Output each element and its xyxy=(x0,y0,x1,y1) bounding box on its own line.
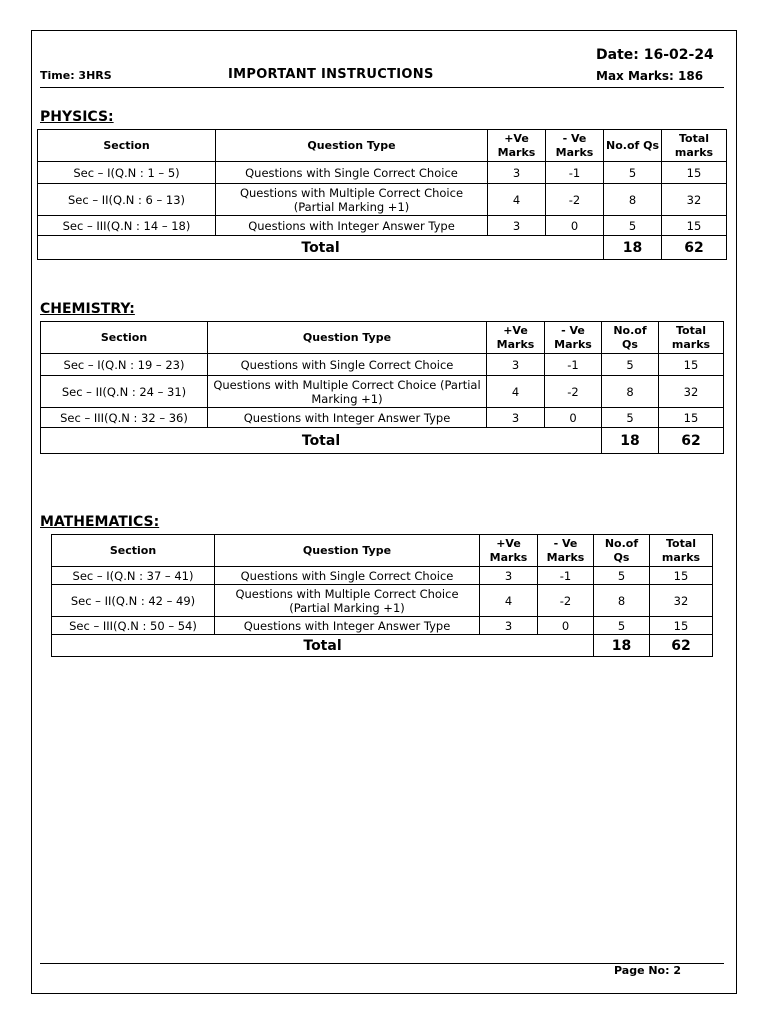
cell-positive-marks: 3 xyxy=(480,567,538,585)
page-title: IMPORTANT INSTRUCTIONS xyxy=(228,67,434,82)
table-header-row xyxy=(38,130,727,162)
total-marks: 62 xyxy=(659,428,724,454)
table-row xyxy=(52,617,713,635)
marks-table-mathematics xyxy=(51,534,713,657)
cell-num-questions: 8 xyxy=(594,585,650,617)
exam-time: Time: 3HRS xyxy=(40,69,112,82)
exam-date: Date: 16-02-24 xyxy=(596,47,714,63)
cell-negative-marks: -1 xyxy=(538,567,594,585)
cell-section: Sec – I(Q.N : 37 – 41) xyxy=(52,567,215,585)
cell-question-type: Questions with Integer Answer Type xyxy=(215,617,480,635)
subject-heading-physics: PHYSICS: xyxy=(40,109,114,125)
total-label: Total xyxy=(52,635,594,657)
table-row xyxy=(38,184,727,216)
cell-num-questions: 5 xyxy=(594,617,650,635)
cell-question-type: Questions with Single Correct Choice xyxy=(215,567,480,585)
cell-question-type: Questions with Multiple Correct Choice (Partial Marking +1) xyxy=(208,376,487,408)
header-positive-marks: +Ve Marks xyxy=(488,130,546,162)
cell-total-marks: 15 xyxy=(659,408,724,428)
cell-positive-marks: 3 xyxy=(487,354,545,376)
subject-heading-chemistry: CHEMISTRY: xyxy=(40,301,135,317)
cell-section: Sec – II(Q.N : 6 – 13) xyxy=(38,184,216,216)
total-questions: 18 xyxy=(602,428,659,454)
cell-num-questions: 8 xyxy=(602,376,659,408)
page-number: Page No: 2 xyxy=(614,964,681,977)
cell-num-questions: 5 xyxy=(602,354,659,376)
cell-num-questions: 5 xyxy=(602,408,659,428)
cell-positive-marks: 4 xyxy=(487,376,545,408)
header-total-marks: Total marks xyxy=(662,130,727,162)
table-row xyxy=(38,162,727,184)
cell-total-marks: 15 xyxy=(650,567,713,585)
header-positive-marks: +Ve Marks xyxy=(480,535,538,567)
table-row xyxy=(41,376,724,408)
header-total-marks: Total marks xyxy=(650,535,713,567)
cell-section: Sec – I(Q.N : 19 – 23) xyxy=(41,354,208,376)
table-row xyxy=(41,354,724,376)
cell-num-questions: 5 xyxy=(594,567,650,585)
header-section: Section xyxy=(52,535,215,567)
cell-question-type: Questions with Multiple Correct Choice (Partial Marking +1) xyxy=(216,184,488,216)
cell-positive-marks: 4 xyxy=(488,184,546,216)
header-question-type: Question Type xyxy=(216,130,488,162)
cell-positive-marks: 3 xyxy=(487,408,545,428)
marks-table-physics xyxy=(37,129,727,260)
cell-total-marks: 15 xyxy=(650,617,713,635)
header-num-questions: No.of Qs xyxy=(594,535,650,567)
cell-num-questions: 5 xyxy=(604,162,662,184)
cell-total-marks: 32 xyxy=(650,585,713,617)
cell-positive-marks: 3 xyxy=(488,216,546,236)
cell-negative-marks: -2 xyxy=(546,184,604,216)
header-divider xyxy=(40,87,724,88)
cell-total-marks: 15 xyxy=(659,354,724,376)
total-label: Total xyxy=(41,428,602,454)
header-section: Section xyxy=(41,322,208,354)
cell-total-marks: 15 xyxy=(662,216,727,236)
cell-section: Sec – II(Q.N : 24 – 31) xyxy=(41,376,208,408)
cell-question-type: Questions with Integer Answer Type xyxy=(216,216,488,236)
cell-positive-marks: 4 xyxy=(480,585,538,617)
table-total-row xyxy=(38,236,727,260)
cell-positive-marks: 3 xyxy=(488,162,546,184)
table-row xyxy=(38,216,727,236)
header-total-marks: Total marks xyxy=(659,322,724,354)
cell-question-type: Questions with Single Correct Choice xyxy=(216,162,488,184)
cell-negative-marks: -1 xyxy=(545,354,602,376)
header-question-type: Question Type xyxy=(215,535,480,567)
table-row xyxy=(41,408,724,428)
cell-negative-marks: -1 xyxy=(546,162,604,184)
cell-total-marks: 32 xyxy=(662,184,727,216)
cell-num-questions: 8 xyxy=(604,184,662,216)
table-row xyxy=(52,567,713,585)
cell-num-questions: 5 xyxy=(604,216,662,236)
header-question-type: Question Type xyxy=(208,322,487,354)
cell-section: Sec – I(Q.N : 1 – 5) xyxy=(38,162,216,184)
cell-question-type: Questions with Single Correct Choice xyxy=(208,354,487,376)
cell-negative-marks: 0 xyxy=(546,216,604,236)
total-marks: 62 xyxy=(650,635,713,657)
max-marks: Max Marks: 186 xyxy=(596,69,704,83)
cell-negative-marks: 0 xyxy=(538,617,594,635)
header-negative-marks: - Ve Marks xyxy=(545,322,602,354)
header-positive-marks: +Ve Marks xyxy=(487,322,545,354)
cell-section: Sec – III(Q.N : 32 – 36) xyxy=(41,408,208,428)
table-total-row xyxy=(52,635,713,657)
cell-question-type: Questions with Integer Answer Type xyxy=(208,408,487,428)
cell-total-marks: 15 xyxy=(662,162,727,184)
header-negative-marks: - Ve Marks xyxy=(538,535,594,567)
cell-negative-marks: -2 xyxy=(538,585,594,617)
total-marks: 62 xyxy=(662,236,727,260)
table-row xyxy=(52,585,713,617)
table-header-row xyxy=(52,535,713,567)
table-total-row xyxy=(41,428,724,454)
header-num-questions: No.of Qs xyxy=(604,130,662,162)
cell-total-marks: 32 xyxy=(659,376,724,408)
cell-section: Sec – III(Q.N : 50 – 54) xyxy=(52,617,215,635)
cell-positive-marks: 3 xyxy=(480,617,538,635)
table-header-row xyxy=(41,322,724,354)
total-label: Total xyxy=(38,236,604,260)
header-section: Section xyxy=(38,130,216,162)
cell-negative-marks: -2 xyxy=(545,376,602,408)
header-num-questions: No.of Qs xyxy=(602,322,659,354)
cell-question-type: Questions with Multiple Correct Choice (Partial Marking +1) xyxy=(215,585,480,617)
cell-section: Sec – II(Q.N : 42 – 49) xyxy=(52,585,215,617)
total-questions: 18 xyxy=(604,236,662,260)
cell-section: Sec – III(Q.N : 14 – 18) xyxy=(38,216,216,236)
cell-negative-marks: 0 xyxy=(545,408,602,428)
subject-heading-mathematics: MATHEMATICS: xyxy=(40,514,160,530)
total-questions: 18 xyxy=(594,635,650,657)
header-negative-marks: - Ve Marks xyxy=(546,130,604,162)
marks-table-chemistry xyxy=(40,321,724,454)
